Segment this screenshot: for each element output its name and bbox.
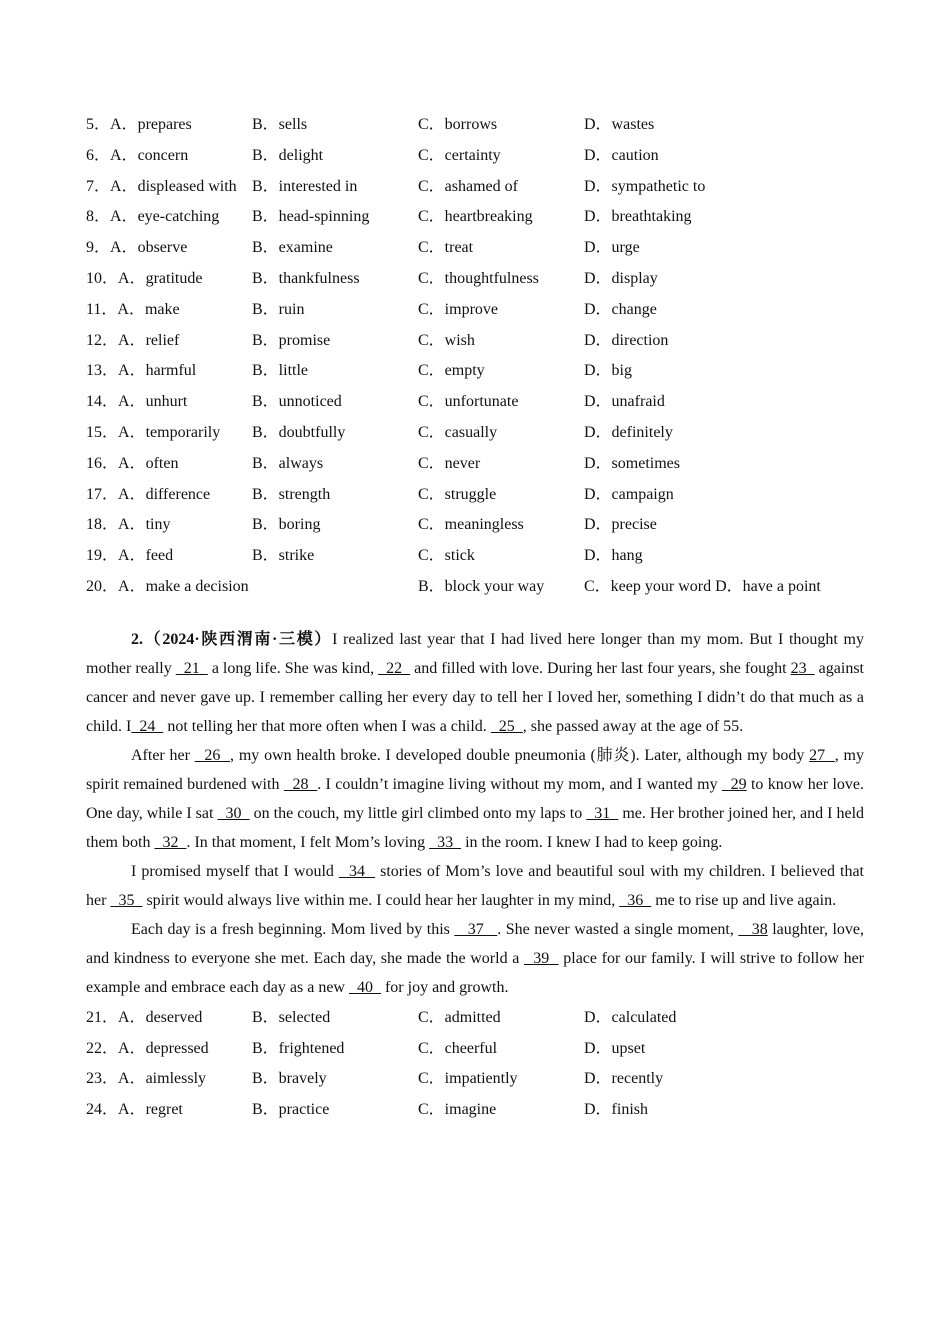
option-a: 9．A．observe [86,239,188,257]
passage-text: spirit would always live within me. I could hear her laughter in my mind, [142,891,620,909]
answer-blank: 40 [348,978,381,996]
passage-text: and filled with love. During her last four years, she fought [410,659,791,677]
option-list-5-19 [86,110,864,572]
option-row [86,1003,864,1034]
option-b: B．ruin [252,300,305,318]
option-a: 6．A．concern [86,146,189,164]
option-d: D．precise [584,516,657,534]
option-d: D．breathtaking [584,208,692,226]
option-c: C．casually [418,423,498,441]
option-c: C．ashamed of [418,177,518,195]
answer-blank: 30 [217,804,250,822]
answer-blank: 32 [154,833,187,851]
option-d: D．sometimes [584,454,680,472]
option-c: C．empty [418,362,485,380]
passage-text: in the room. I knew I had to keep going. [461,833,723,851]
passage-text: a long life. She was kind, [207,659,379,677]
option-c: C．never [418,454,481,472]
option-row [86,541,864,572]
option-d: D．urge [584,239,640,257]
option-a: 17．A．difference [86,485,211,503]
option-b: B．promise [252,331,331,349]
option-b: B．doubtfully [252,423,346,441]
option-row [86,326,864,357]
option-row [86,418,864,449]
option-row-20 [86,572,864,603]
option-c: C．treat [418,239,474,257]
option-b: B．always [252,454,324,472]
option-a: 16．A．often [86,454,179,472]
passage-text: to know her love. One day, while I sat [86,775,865,822]
option-c: C．imagine [418,1101,497,1119]
worksheet-page [86,110,864,1126]
option-d: D．definitely [584,423,673,441]
option-row [86,233,864,264]
passage-text: me to rise up and live again. [651,891,837,909]
option-a: 8．A．eye-catching [86,208,220,226]
option-row [86,1064,864,1095]
passage-text: , my spirit remained burdened with [86,746,864,793]
option-a: 7．A．displeased with [86,177,237,195]
answer-blank: 27 [809,746,835,764]
passage-text: stories of Mom’s love and beautiful soul with my children. I believed that her [86,862,864,909]
option-row [86,387,864,418]
option-d: D．change [584,300,657,318]
option-b: B．frightened [252,1039,345,1057]
option-b: B．practice [252,1101,330,1119]
option-a: 21．A．deserved [86,1008,203,1026]
option-b: B．strength [252,485,331,503]
answer-blank: 38 [738,920,768,938]
option-d: D．wastes [584,116,655,133]
passage-text: , she passed away at the age of 55. [522,717,744,735]
option-c: C．meaningless [418,516,524,534]
answer-blank: 35 [110,891,143,909]
option-b: B．bravely [252,1070,327,1088]
option-b: B．selected [252,1008,331,1026]
option-a: 22．A．depressed [86,1039,209,1057]
option-a: 12．A．relief [86,331,180,349]
option-d: D．direction [584,331,669,349]
option-row [86,110,864,141]
answer-blank: 36 [619,891,652,909]
question-heading: 2.（2024·陕西渭南·三模） [131,630,333,648]
option-list-21-24 [86,1003,864,1126]
option-a: 14．A．unhurt [86,393,188,411]
option-c: C．struggle [418,485,497,503]
passage-text: me. Her brother joined her, and I held them both [86,804,865,851]
passage-text: . I couldn’t imagine living without my mom, and I wanted my [317,775,722,793]
option-d: D．big [584,362,633,380]
option-d: D．upset [584,1039,646,1057]
option-b: B．boring [252,516,321,534]
option-row [86,202,864,233]
answer-blank: 31 [586,804,619,822]
answer-blank: 33 [429,833,462,851]
passage-text: for joy and growth. [380,978,509,996]
option-c: C．unfortunate [418,393,519,411]
option-b: B．delight [252,146,324,164]
option-a: 13．A．harmful [86,362,197,380]
passage-text: I realized last year that I had lived here longer than my mom. But I thought my mother really [86,630,864,677]
option-c: C．heartbreaking [418,208,533,226]
passage-text: not telling her that more often when I was a child. [163,717,491,735]
passage-text: . In that moment, I felt Mom’s loving [186,833,430,851]
answer-blank: 29 [721,775,747,793]
option-d: D．display [584,269,658,287]
option-a: 23．A．aimlessly [86,1070,207,1088]
option-b: B．strike [252,547,315,565]
passage-text: on the couch, my little girl climbed onto my laps to [249,804,587,822]
option-b: B．sells [252,116,308,133]
option-row [86,141,864,172]
option-d: D．calculated [584,1008,677,1026]
option-d: D．finish [584,1101,649,1119]
passage-text: place for our family. I will strive to follow her example and embrace each day as a new [86,949,865,996]
option-a: 24．A．regret [86,1101,183,1119]
answer-blank: 28 [283,775,318,793]
option-b: B．examine [252,239,333,257]
option-c: C．certainty [418,146,501,164]
option-c: C．stick [418,547,475,565]
option-c: C．cheerful [418,1039,498,1057]
passage-text: . She never wasted a single moment, [497,920,739,938]
option-d: D．hang [584,547,643,565]
answer-blank: 24 [131,717,164,735]
option-a: 19．A．feed [86,547,174,565]
answer-blank: 21 [175,659,208,677]
option-row [86,510,864,541]
option-row [86,480,864,511]
option-row [86,449,864,480]
option-a: 18．A．tiny [86,516,171,534]
option-c: C．admitted [418,1008,501,1026]
q20-option-b: B．block your way [418,577,545,595]
q20-option-cd: C．keep your word D．have a point [584,577,821,595]
passage-text: Each day is a fresh beginning. Mom lived by this [131,920,455,938]
option-row [86,295,864,326]
passage-text: laughter, love, and kindness to everyone she met. Each day, she made the world a [86,920,865,967]
answer-blank: 37 [454,920,498,938]
answer-blank: 22 [378,659,411,677]
answer-blank: 25 [490,717,523,735]
passage-paragraph-1 [86,625,864,741]
option-row [86,1095,864,1126]
option-row [86,172,864,203]
passage-paragraph-3 [86,857,864,915]
cloze-passage [86,625,864,1002]
option-row [86,1034,864,1065]
option-b: B．little [252,362,309,380]
option-b: B．interested in [252,177,358,195]
option-d: D．recently [584,1070,664,1088]
option-d: D．unafraid [584,393,665,411]
option-d: D．caution [584,146,659,164]
option-row [86,356,864,387]
option-c: C．wish [418,331,475,349]
option-c: C．thoughtfulness [418,269,539,287]
option-c: C．improve [418,300,498,318]
option-a: 5．A．prepares [86,116,192,133]
option-d: D．sympathetic to [584,177,706,195]
option-b: B．thankfulness [252,269,360,287]
passage-text: , my own health broke. I developed double pneumonia (肺炎). Later, although my body [230,746,810,764]
passage-text: After her [131,746,195,764]
option-b: B．head-spinning [252,208,370,226]
answer-blank: 34 [338,862,376,880]
option-a: 10．A．gratitude [86,269,203,287]
answer-blank: 39 [523,949,559,967]
passage-text: against cancer and never gave up. I remember calling her every day to tell her I loved her, something I didn’t do that much as a child. I [86,659,865,735]
option-d: D．campaign [584,485,674,503]
option-a: 11．A．make [86,300,180,318]
passage-text: I promised myself that I would [131,862,339,880]
q20-option-a: 20．A．make a decision [86,577,249,595]
option-c: C．impatiently [418,1070,518,1088]
option-row [86,264,864,295]
answer-blank: 23 [790,659,815,677]
answer-blank: 26 [194,746,231,764]
option-a: 15．A．temporarily [86,423,221,441]
passage-paragraph-2 [86,741,864,857]
passage-paragraph-4 [86,915,864,1002]
option-c: C．borrows [418,116,498,133]
option-b: B．unnoticed [252,393,342,411]
